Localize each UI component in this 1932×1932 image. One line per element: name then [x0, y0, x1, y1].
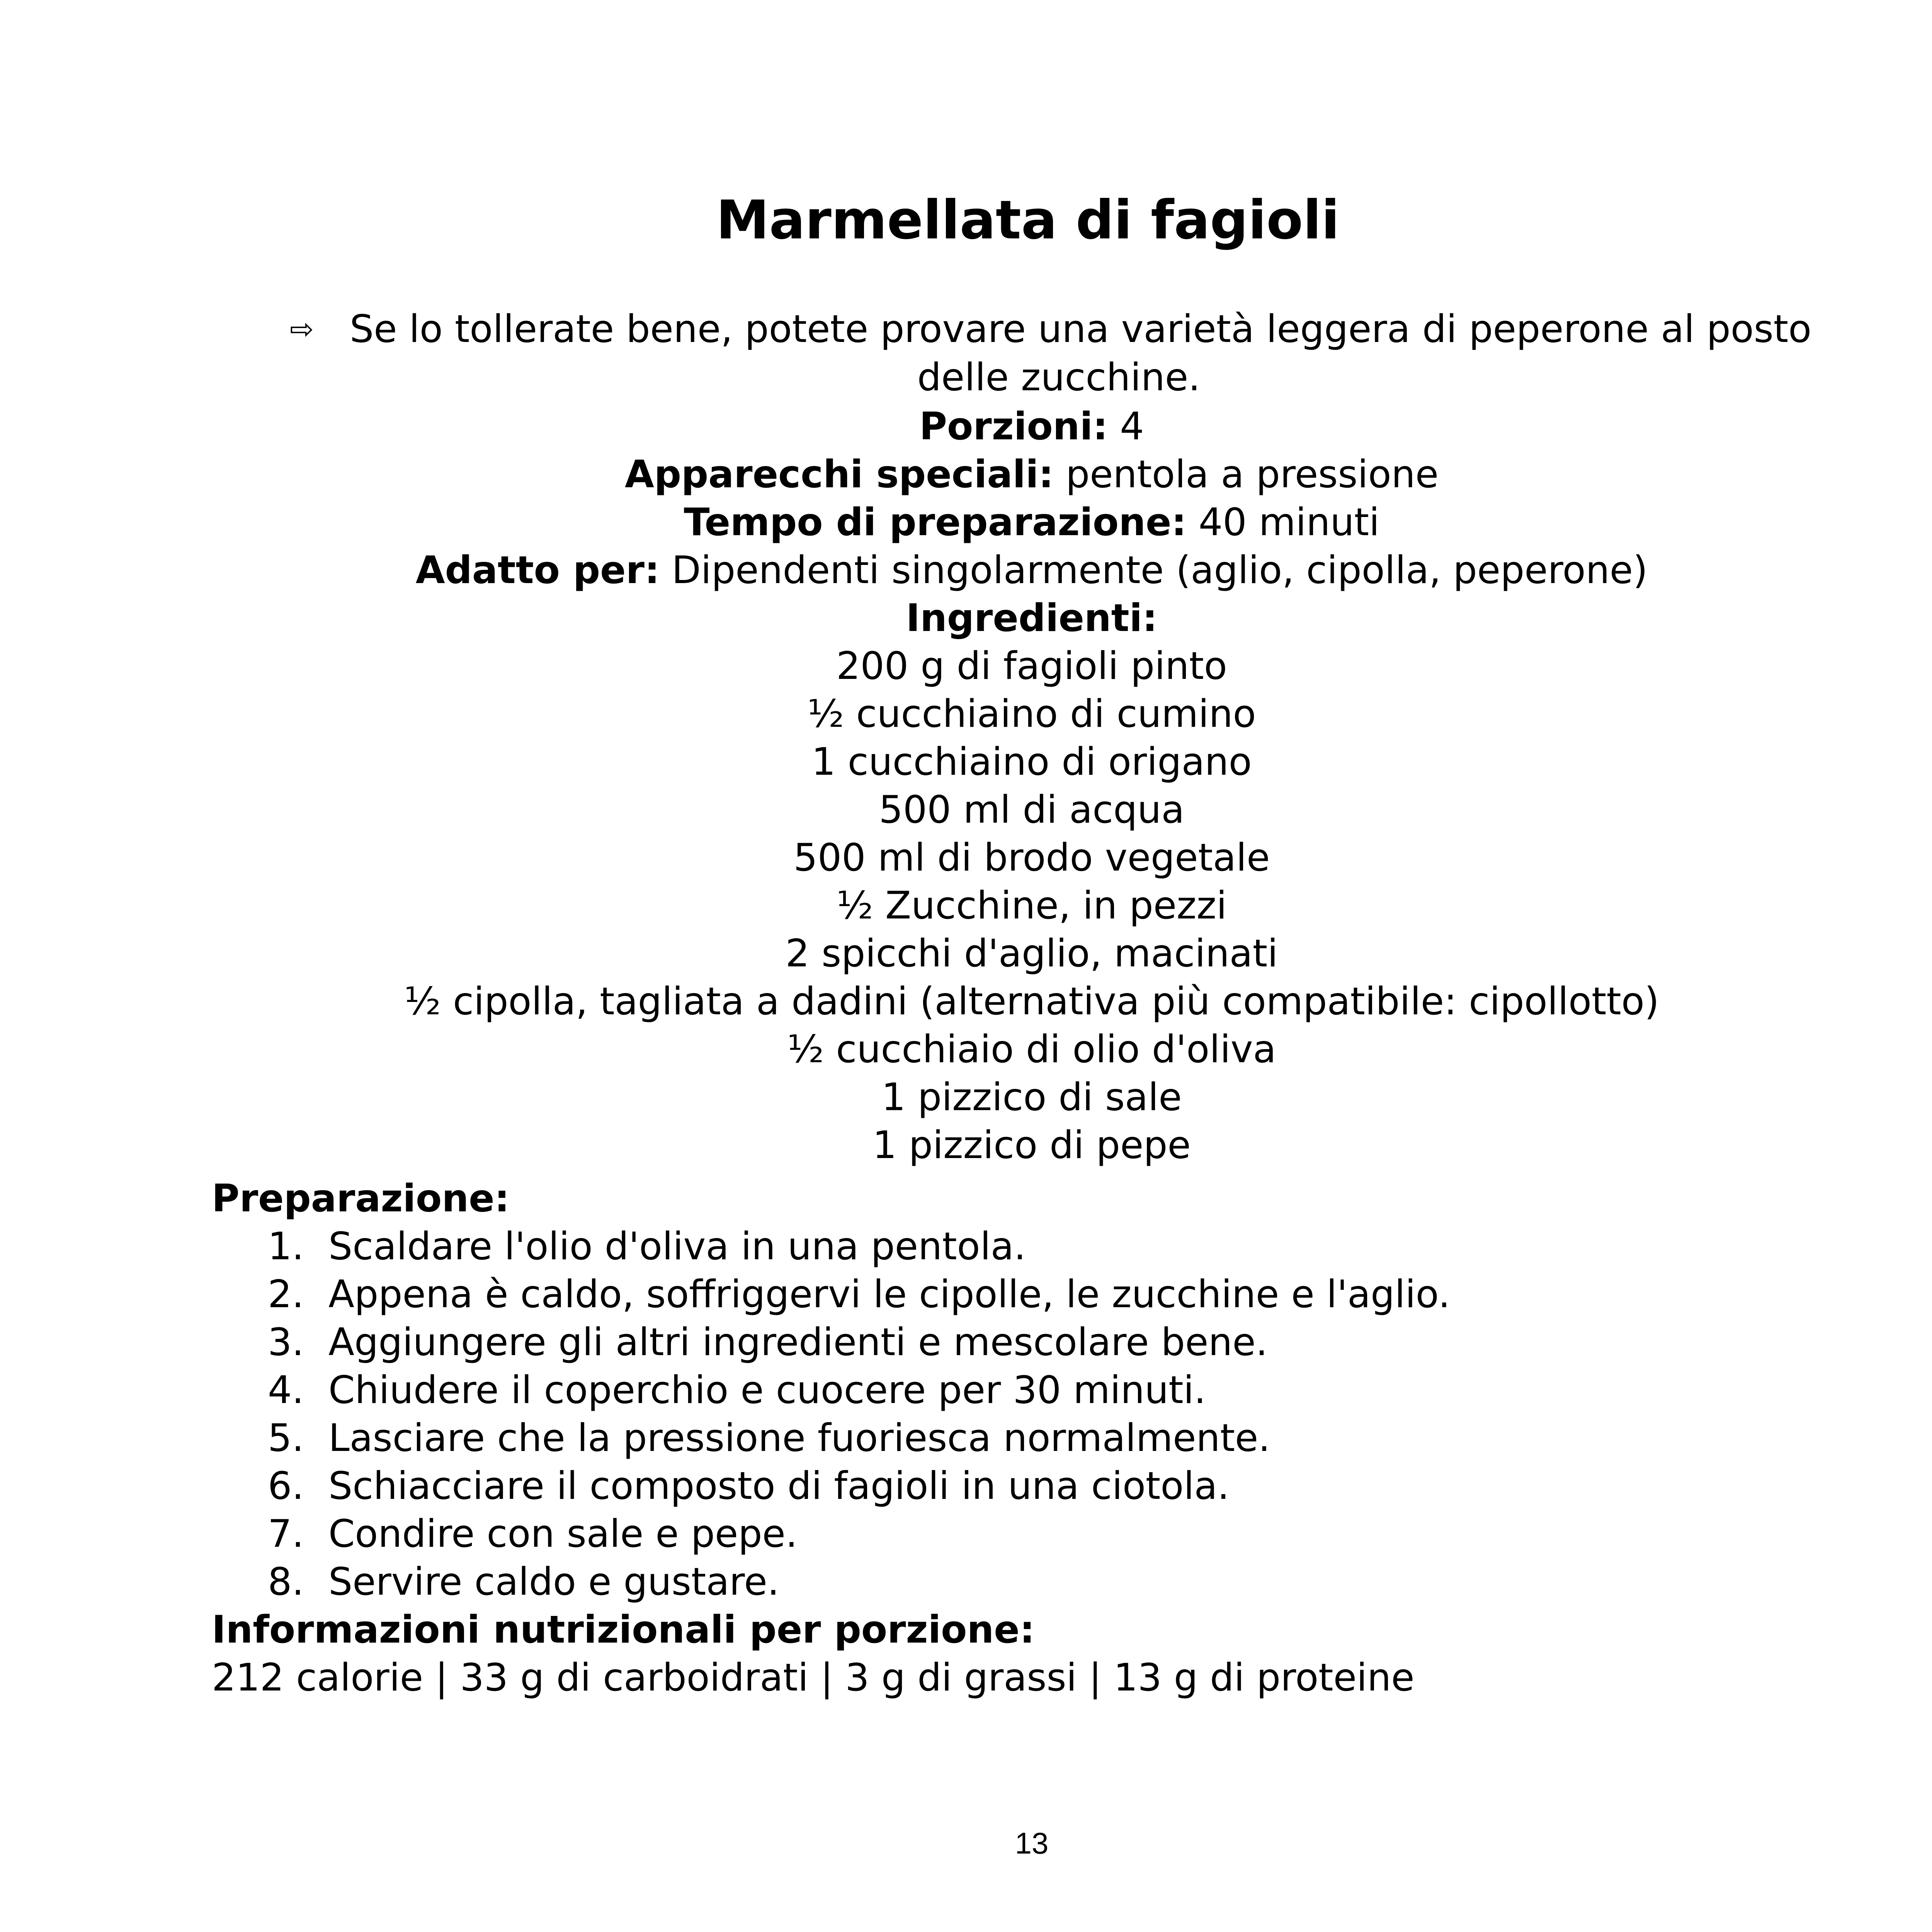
- ingredient-item: ½ Zucchine, in pezzi: [836, 884, 1227, 928]
- step-text: Appena è caldo, soffriggervi le cipolle, le zucchine e l'aglio.: [328, 1272, 1451, 1316]
- ingredient-item: 200 g di fagioli pinto: [836, 644, 1227, 688]
- ingredient-item: ½ cucchiaio di olio d'oliva: [787, 1027, 1276, 1071]
- step-text: Chiudere il coperchio e cuocere per 30 minuti.: [328, 1368, 1206, 1412]
- preparation-step: [212, 1558, 1835, 1606]
- step-number: 3.: [268, 1320, 304, 1364]
- tip-text-line-1: Se lo tollerate bene, potete provare una varietà leggera di peperone al posto: [350, 307, 1812, 351]
- step-text: Aggiungere gli altri ingredienti e mescolare bene.: [328, 1320, 1268, 1364]
- nutrition-heading: Informazioni nutrizionali per porzione:: [212, 1608, 1035, 1652]
- servings-value: 4: [1120, 405, 1144, 449]
- step-number: 7.: [268, 1512, 304, 1556]
- ingredient-item: 500 ml di brodo vegetale: [793, 836, 1270, 880]
- step-number: 5.: [268, 1416, 304, 1460]
- step-number: 2.: [268, 1272, 304, 1316]
- prep-time-label: Tempo di preparazione:: [684, 500, 1187, 544]
- tip-text-line-2: delle zucchine.: [917, 355, 1201, 400]
- preparation-step: [212, 1414, 1835, 1462]
- step-text: Servire caldo e gustare.: [328, 1560, 779, 1604]
- ingredient-item: 1 pizzico di sale: [881, 1075, 1182, 1119]
- outline-arrow-right-icon: ⇨: [290, 313, 314, 346]
- ingredient-item: 1 cucchiaino di origano: [811, 740, 1252, 784]
- ingredient-item: 1 pizzico di pepe: [872, 1123, 1191, 1167]
- step-number: 8.: [268, 1560, 304, 1604]
- suitable-label: Adatto per:: [415, 548, 660, 592]
- preparation-step: [212, 1270, 1835, 1318]
- step-number: 1.: [268, 1225, 304, 1269]
- equipment-label: Apparecchi speciali:: [624, 452, 1054, 497]
- preparation-step: [212, 1366, 1835, 1414]
- page-number: 13: [1015, 1826, 1049, 1860]
- servings-row: [290, 403, 1774, 451]
- recipe-summary: [290, 403, 1774, 1169]
- prep-time-value: 40 minuti: [1198, 500, 1380, 544]
- preparation-steps: [212, 1223, 1835, 1606]
- step-text: Lasciare che la pressione fuoriesca normalmente.: [328, 1416, 1270, 1460]
- suitable-value: Dipendenti singolarmente (aglio, cipolla, peperone): [672, 548, 1648, 592]
- preparation-step: [212, 1462, 1835, 1510]
- preparation-step: [212, 1510, 1835, 1558]
- ingredients-heading: Ingredienti:: [906, 596, 1158, 640]
- step-text: Condire con sale e pepe.: [328, 1512, 798, 1556]
- step-text: Scaldare l'olio d'oliva in una pentola.: [328, 1225, 1026, 1269]
- prep-time-row: [290, 498, 1774, 546]
- preparation-step: [212, 1318, 1835, 1366]
- preparation-section: [212, 1175, 1835, 1702]
- preparation-step: [212, 1223, 1835, 1270]
- equipment-value: pentola a pressione: [1066, 452, 1439, 497]
- equipment-row: [290, 451, 1774, 498]
- servings-label: Porzioni:: [919, 405, 1108, 449]
- ingredient-item: ½ cipolla, tagliata a dadini (alternativa più compatibile: cipollotto): [404, 980, 1660, 1024]
- step-number: 4.: [268, 1368, 304, 1412]
- ingredient-item: 500 ml di acqua: [879, 788, 1185, 832]
- ingredient-item: ½ cucchiaino di cumino: [807, 692, 1256, 736]
- ingredient-item: 2 spicchi d'aglio, macinati: [785, 932, 1278, 976]
- step-number: 6.: [268, 1464, 304, 1508]
- nutrition-text: 212 calorie | 33 g di carboidrati | 3 g di grassi | 13 g di proteine: [212, 1656, 1415, 1700]
- recipe-title: Marmellata di fagioli: [716, 189, 1340, 251]
- step-text: Schiacciare il composto di fagioli in una ciotola.: [328, 1464, 1230, 1508]
- preparation-heading: Preparazione:: [212, 1177, 510, 1221]
- suitable-row: [290, 546, 1774, 594]
